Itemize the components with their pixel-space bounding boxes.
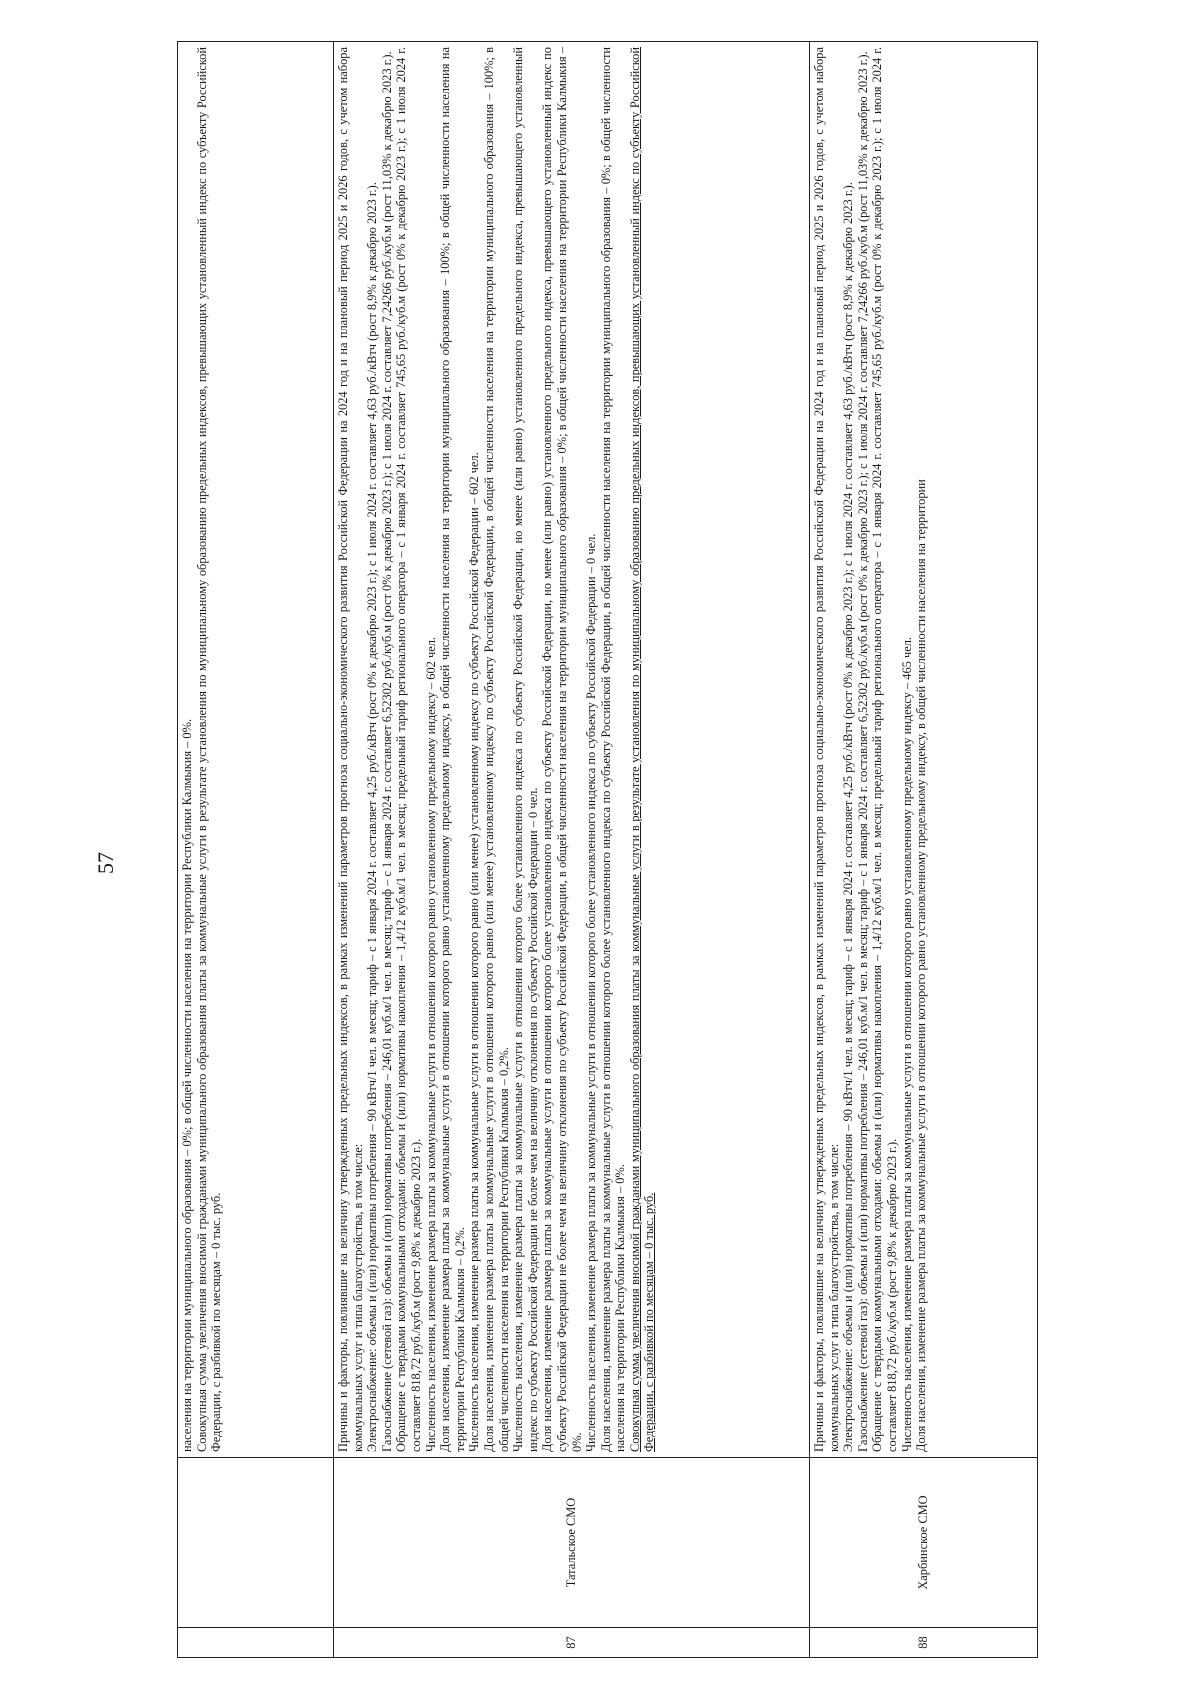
description-paragraph: Газоснабжение (сетевой газ): объемы и (или) нормативы потребления – 246,01 куб.м/1 чел. в месяц; тариф – с 1 января 2024 г. составляет 6,52302 руб./куб.м (рост 0% к декабрю 2023 г.); с 1 июля 2024 г. составляет 7,24266 руб./куб.м (рост 11,03% к декабрю 2023 г.). — [855, 51, 870, 1452]
rotated-table-sheet — [177, 42, 1037, 1658]
municipality-name-cell — [178, 1458, 334, 1628]
municipality-name-cell: Татальское СМО — [334, 1458, 810, 1628]
description-paragraph: Газоснабжение (сетевой газ): объемы и (или) нормативы потребления – 246,01 куб.м/1 чел. в месяц; тариф – с 1 января 2024 г. составляет 6,52302 руб./куб.м (рост 0% к декабрю 2023 г.); с 1 июля 2024 г. составляет 7,24266 руб./куб.м (рост 11,03% к декабрю 2023 г.). — [379, 51, 394, 1452]
description-paragraph: Численность населения, изменение размера платы за коммунальные услуги в отношении которого равно установленному предельному индексу – 602 чел. — [423, 637, 438, 1452]
description-paragraph: Электроснабжение: объемы и (или) нормативы потребления – 90 кВтч/1 чел. в месяц; тариф – с 1 января 2024 г. составляет 4,25 руб./кВтч (рост 0% к декабрю 2023 г.); с 1 июля 2024 г. составляет 4,63 руб./кВтч (рост 8,9% к декабрю 2023 г.). — [365, 182, 380, 1452]
description-paragraph: Доля населения, изменение размера платы за коммунальные услуги в отношении которого равно (или менее) установленному индексу по субъекту Российской Федерации, в общей численности населения на территории муниципального образования – 100%; в общей численности населения на территории Республики Калмыкия – 0,2%. — [481, 47, 511, 1452]
description-paragraph: Численность населения, изменение размера платы за коммунальные услуги в отношении которого более установленного индекса по субъекту Российской Федерации – 0 чел. — [584, 533, 599, 1452]
description-paragraph: Численность населения, изменение размера платы за коммунальные услуги в отношении которого более установленного индекса по субъекту Российской Федерации, но менее (или равно) установленного предельного индекса, превышающего установленный индекс по субъекту Российской Федерации не более чем на величину отклонения по субъекту Российской Федерации – 0 чел. — [511, 47, 540, 1452]
description-cell — [810, 42, 1038, 1458]
table-row — [810, 42, 1038, 1658]
page-number: 57 — [93, 852, 118, 874]
description-paragraph: населения на территории муниципального образования – 0%; в общей численности населения на территории Республики Калмыкия – 0%. — [180, 718, 194, 1452]
description-paragraph: Численность населения, изменение размера платы за коммунальные услуги в отношении которого равно (или менее) установленному индексу по субъекту Российской Федерации – 602 чел. — [467, 452, 482, 1452]
table-row — [334, 42, 810, 1658]
municipality-name-cell: Харбинское СМО — [810, 1458, 1038, 1628]
row-number-cell: 88 — [810, 1628, 1038, 1658]
description-paragraph: Обращение с твердыми коммунальными отходами: объемы и (или) нормативы накопления – 1,4/12 куб.м/1 чел. в месяц; предельный тариф регионального оператора – с 1 января 2024 г. составляет 745,65 руб./куб.м (рост 0% к декабрю 2023 г.); с 1 июля 2024 г. составляет 818,72 руб./куб.м (рост 9,8% к декабрю 2023 г.). — [394, 47, 423, 1452]
description-paragraph: Обращение с твердыми коммунальными отходами: объемы и (или) нормативы накопления – 1,4/12 куб.м/1 чел. в месяц; предельный тариф регионального оператора – с 1 января 2024 г. составляет 745,65 руб./куб.м (рост 0% к декабрю 2023 г.); с 1 июля 2024 г. составляет 818,72 руб./куб.м (рост 9,8% к декабрю 2023 г.). — [870, 47, 899, 1452]
municipal-index-table — [177, 41, 1038, 1658]
description-cell — [178, 42, 334, 1458]
table-row — [178, 42, 334, 1658]
description-paragraph: Доля населения, изменение размера платы за коммунальные услуги в отношении которого равно установленному предельному индексу, в общей численности населения на территории муниципального образования – 100%; в общей численности населения на территории Республики Калмыкия – 0,2%. — [438, 47, 467, 1452]
description-paragraph: Численность населения, изменение размера платы за коммунальные услуги в отношении которого равно установленному предельному индексу – 465 чел. — [899, 637, 914, 1452]
row-number-cell — [178, 1628, 334, 1658]
description-paragraph: Причины и факторы, повлиявшие на величину утвержденных предельных индексов, в рамках изменений параметров прогноза социально-экономического развития Российской Федерации на 2024 год и на плановый период 2025 и 2026 годов, с учетом набора коммунальных услуг и типа благоустройства, в том числе: — [812, 47, 841, 1452]
description-paragraph: Доля населения, изменение размера платы за коммунальные услуги в отношении которого более установленного индекса по субъекту Российской Федерации, но менее (или равно) установленного предельного индекса, превышающего установленный индекс по субъекту Российской Федерации не более чем на величину отклонения по субъекту Российской Федерации, в общей численности населения на территории муниципального образования – 0%; в общей численности населения на территории Республики Калмыкия – 0%. — [540, 47, 584, 1452]
description-paragraph: Причины и факторы, повлиявшие на величину утвержденных предельных индексов, в рамках изменений параметров прогноза социально-экономического развития Российской Федерации на 2024 год и на плановый период 2025 и 2026 годов, с учетом набора коммунальных услуг и типа благоустройства, в том числе: — [336, 47, 365, 1452]
description-paragraph: Совокупная сумма увеличения вносимой гражданами муниципального образования платы за коммунальные услуги в результате установления по муниципальному образованию предельных индексов, превышающих установленный индекс по субъекту Российской Федерации, с разбивкой по месяцам – 0 тыс. руб. — [194, 47, 224, 1452]
row-number-cell: 87 — [334, 1628, 810, 1658]
description-paragraph: Электроснабжение: объемы и (или) нормативы потребления – 90 кВтч/1 чел. в месяц; тариф – с 1 января 2024 г. составляет 4,25 руб./кВтч (рост 0% к декабрю 2023 г.); с 1 июля 2024 г. составляет 4,63 руб./кВтч (рост 8,9% к декабрю 2023 г.). — [841, 182, 856, 1452]
description-paragraph: Доля населения, изменение размера платы за коммунальные услуги в отношении которого равно установленному предельному индексу, в общей численности населения на территории — [914, 479, 929, 1452]
description-cell — [334, 42, 810, 1458]
description-paragraph: Доля населения, изменение размера платы за коммунальные услуги в отношении которого более установленного индекса по субъекту Российской Федерации, в общей численности населения на территории муниципального образования – 0%; в общей численности населения на территории Республики Калмыкия – 0%. — [598, 47, 628, 1452]
description-paragraph: Совокупная сумма увеличения вносимой гражданами муниципального образования платы за коммунальные услуги в результате установления по муниципальному образованию предельных индексов, превышающих установленный индекс по субъекту Российской Федерации, с разбивкой по месяцам – 0 тыс. руб. — [627, 47, 657, 1452]
